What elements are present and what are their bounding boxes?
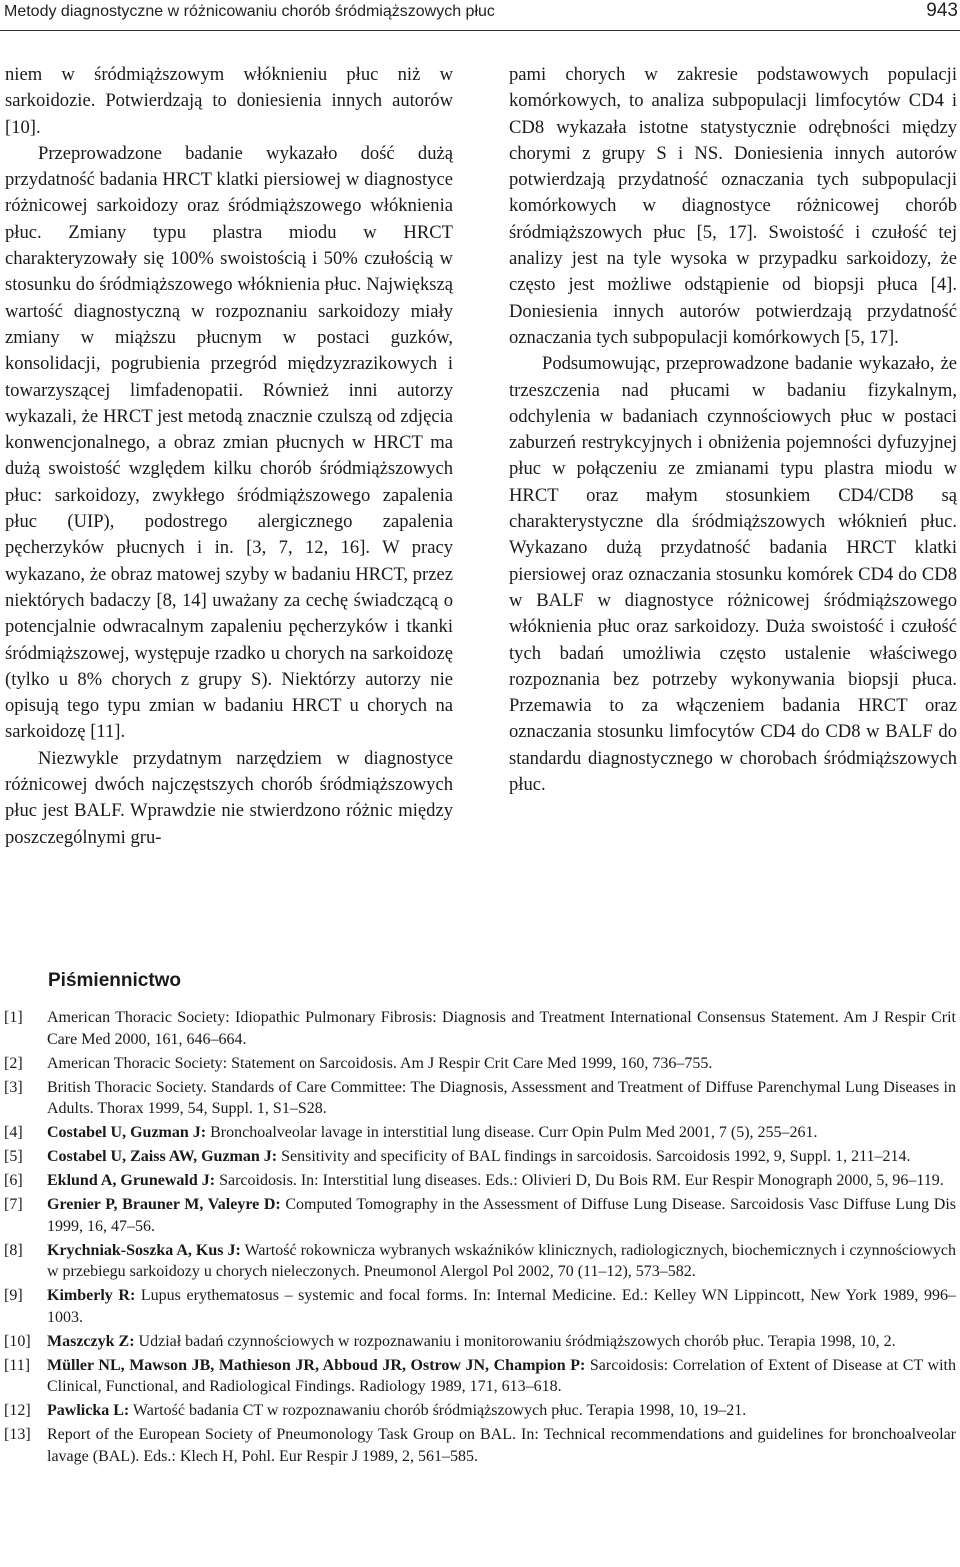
reference-item xyxy=(4,1077,956,1120)
right-column xyxy=(509,62,957,798)
reference-item xyxy=(4,1146,956,1168)
reference-number: [12] xyxy=(4,1402,31,1419)
left-paragraph-3: Niezwykle przydatnym narzędziem w diagnostyce różnicowej dwóch najczęstszych chorób śródmiąższowych płuc jest BALF. Wprawdzie nie stwierdzono różnic między poszczególnymi gru- xyxy=(5,747,453,848)
reference-text: American Thoracic Society: Idiopathic Pulmonary Fibrosis: Diagnosis and Treatment International Consensus Statement. Am J Respir Crit Care Med 2000, 161, 646–664. xyxy=(47,1009,956,1048)
reference-item xyxy=(4,1053,956,1075)
reference-text: American Thoracic Society: Statement on Sarcoidosis. Am J Respir Crit Care Med 1999, 160, 736–755. xyxy=(47,1054,713,1072)
reference-item xyxy=(4,1424,956,1467)
reference-text: Lupus erythematosus – systemic and focal forms. In: Internal Medicine. Ed.: Kelley WN Lippincott, New York 1989, 996–1003. xyxy=(47,1287,956,1326)
reference-item xyxy=(4,1194,956,1237)
references-list xyxy=(4,1007,956,1470)
reference-text: Sensitivity and specificity of BAL findings in sarcoidosis. Sarcoidosis 1992, 9, Suppl. 1, 211–214. xyxy=(277,1148,911,1165)
references-heading: Piśmiennictwo xyxy=(48,970,182,991)
left-paragraph-1: niem w śródmiąższowym włóknieniu płuc niż w sarkoidozie. Potwierdzają to doniesienia innych autorów [10]. xyxy=(5,64,453,138)
reference-number: [1] xyxy=(4,1009,23,1026)
reference-number: [2] xyxy=(4,1054,23,1072)
reference-number: [4] xyxy=(4,1124,23,1141)
reference-item xyxy=(4,1170,956,1192)
reference-item xyxy=(4,1400,956,1422)
reference-text: British Thoracic Society. Standards of Care Committee: The Diagnosis, Assessment and Treatment of Diffuse Parenchymal Lung Diseases in Adults. Thorax 1999, 54, Suppl. 1, S1–S28. xyxy=(47,1078,956,1117)
reference-authors: Grenier P, Brauner M, Valeyre D: xyxy=(47,1196,281,1213)
reference-authors: Costabel U, Guzman J: xyxy=(47,1124,207,1141)
left-column xyxy=(5,62,453,851)
reference-text: Sarcoidosis: Correlation of Extent of Disease at CT with Clinical, Functional, and Radiological Findings. Radiology 1989, 171, 613–618. xyxy=(47,1356,956,1395)
page-number: 943 xyxy=(926,0,958,21)
reference-item xyxy=(4,1007,956,1050)
reference-authors: Krychniak-Soszka A, Kus J: xyxy=(47,1241,241,1259)
reference-text: Bronchoalveolar lavage in interstitial lung disease. Curr Opin Pulm Med 2001, 7 (5), 255–261. xyxy=(206,1124,818,1141)
reference-text: Wartość rokownicza wybranych wskaźników klinicznych, radiologicznych, biochemicznych i czynnościowych w przebiegu sarkoidozy u chorych nieleczonych. Pneumonol Alergol Pol 2002, 70 (11–12), 573–582. xyxy=(47,1241,956,1280)
reference-item xyxy=(4,1240,956,1283)
reference-number: [7] xyxy=(4,1196,23,1213)
reference-number: [5] xyxy=(4,1148,23,1165)
reference-number: [13] xyxy=(4,1426,31,1443)
running-header-title: Metody diagnostyczne w różnicowaniu chorób śródmiąższowych płuc xyxy=(4,3,495,20)
reference-item xyxy=(4,1122,956,1144)
reference-authors: Maszczyk Z: xyxy=(47,1332,135,1350)
reference-number: [11] xyxy=(4,1356,31,1374)
reference-authors: Pawlicka L: xyxy=(47,1402,130,1419)
reference-item xyxy=(4,1331,956,1353)
left-paragraph-2: Przeprowadzone badanie wykazało dość dużą przydatność badania HRCT klatki piersiowej w diagnostyce różnicowej sarkoidozy oraz śródmiąższowego włóknienia płuc. Zmiany typu plastra miodu w HRCT charakteryzowały się 100% swoistością i 50% czułością w stosunku do śródmiąższowego włóknienia płuc. Największą wartość diagnostyczną w rozpoznaniu sarkoidozy miały zmiany w miąższu płucnym w postaci guzków, konsolidacji, pogrubienia przegród międzyzrazikowych i towarzyszącej limfadenopatii. Również inni autorzy wykazali, że HRCT jest metodą znacznie czulszą od zdjęcia konwencjonalnego, a obraz zmian płucnych w HRCT ma dużą swoistość względem kilku chorób śródmiąższowych płuc: sarkoidozy, zwykłego śródmiąższowego zapalenia płuc (UIP), podostrego alergicznego zapalenia pęcherzyków płucnych i in. [3, 7, 12, 16]. W pracy wykazano, że obraz matowej szyby w badaniu HRCT, przez niektórych badaczy [8, 14] uważany za cechę świadczącą o potencjalnie odwracalnym zapaleniu pęcherzyków i tkanki śródmiąższowej, występuje rzadko u chorych na sarkoidozę (tylko u 8% chorych z grupy S). Niektórzy autorzy nie opisują tego typu zmian w badaniu HRCT u chorych na sarkoidozę [11]. xyxy=(5,142,453,743)
reference-text: Udział badań czynnościowych w rozpoznawaniu i monitorowaniu śródmiąższowych chorób płuc. Terapia 1998, 10, 2. xyxy=(134,1332,896,1350)
reference-number: [8] xyxy=(4,1241,23,1259)
reference-text: Wartość badania CT w rozpoznawaniu chorób śródmiąższowych płuc. Terapia 1998, 10, 19–21. xyxy=(129,1402,747,1419)
reference-text: Sarcoidosis. In: Interstitial lung diseases. Eds.: Olivieri D, Du Bois RM. Eur Respir Monograph 2000, 5, 96–119. xyxy=(215,1172,944,1189)
reference-authors: Müller NL, Mawson JB, Mathieson JR, Abboud JR, Ostrow JN, Champion P: xyxy=(47,1356,586,1374)
reference-text: Computed Tomography in the Assessment of Diffuse Lung Disease. Sarcoidosis Vasc Diffuse Lung Dis 1999, 16, 47–56. xyxy=(47,1196,956,1235)
reference-number: [9] xyxy=(4,1287,23,1304)
reference-text: Report of the European Society of Pneumonology Task Group on BAL. In: Technical recommendations and guidelines for bronchoalveolar lavage (BAL). Eds.: Klech H, Pohl. Eur Respir J 1989, 2, 561–585. xyxy=(47,1426,956,1465)
reference-number: [3] xyxy=(4,1078,23,1096)
running-header xyxy=(0,0,960,31)
reference-number: [6] xyxy=(4,1172,23,1189)
reference-authors: Eklund A, Grunewald J: xyxy=(47,1172,216,1189)
reference-authors: Kimberly R: xyxy=(47,1287,136,1304)
right-paragraph-2: Podsumowując, przeprowadzone badanie wykazało, że trzeszczenia nad płucami w badaniu fizykalnym, odchylenia w badaniach czynnościowych płuc w postaci zaburzeń restrykcyjnych i obniżenia pojemności dyfuzyjnej płuc w połączeniu ze zmianami typu plastra miodu w HRCT oraz małym stosunkiem CD4/CD8 są charakterystyczne dla śródmiąższowych włóknień płuc. Wykazano dużą przydatność badania HRCT klatki piersiowej oraz oznaczania stosunku komórek CD4 do CD8 w BALF w diagnostyce różnicowej śródmiąższowego włóknienia płuc oraz sarkoidozy. Duża swoistość i czułość tych badań umożliwia często ustalenie właściwego rozpoznania bez potrzeby wykonywania biopsji płuca. Przemawia to za włączeniem badania HRCT oraz oznaczania stosunku limfocytów CD4 do CD8 w BALF do standardu diagnostycznego w chorobach śródmiąższowych płuc. xyxy=(509,353,957,796)
reference-authors: Costabel U, Zaiss AW, Guzman J: xyxy=(47,1148,278,1165)
reference-item xyxy=(4,1355,956,1398)
reference-item xyxy=(4,1285,956,1328)
right-paragraph-1: pami chorych w zakresie podstawowych populacji komórkowych, to analiza subpopulacji limfocytów CD4 i CD8 wykazała istotne statystycznie odrębności między chorymi z grupy S i NS. Doniesienia innych autorów potwierdzają przydatność oznaczania tych subpopulacji komórkowych w diagnostyce różnicowej chorób śródmiąższowych płuc [5, 17]. Swoistość i czułość tej analizy jest na tyle wysoka w przypadku sarkoidozy, że często jest możliwe odstąpienie od biopsji płuca [4]. Doniesienia innych autorów potwierdzają przydatność oznaczania tych subpopulacji komórkowych [5, 17]. xyxy=(509,64,957,348)
reference-number: [10] xyxy=(4,1332,31,1350)
